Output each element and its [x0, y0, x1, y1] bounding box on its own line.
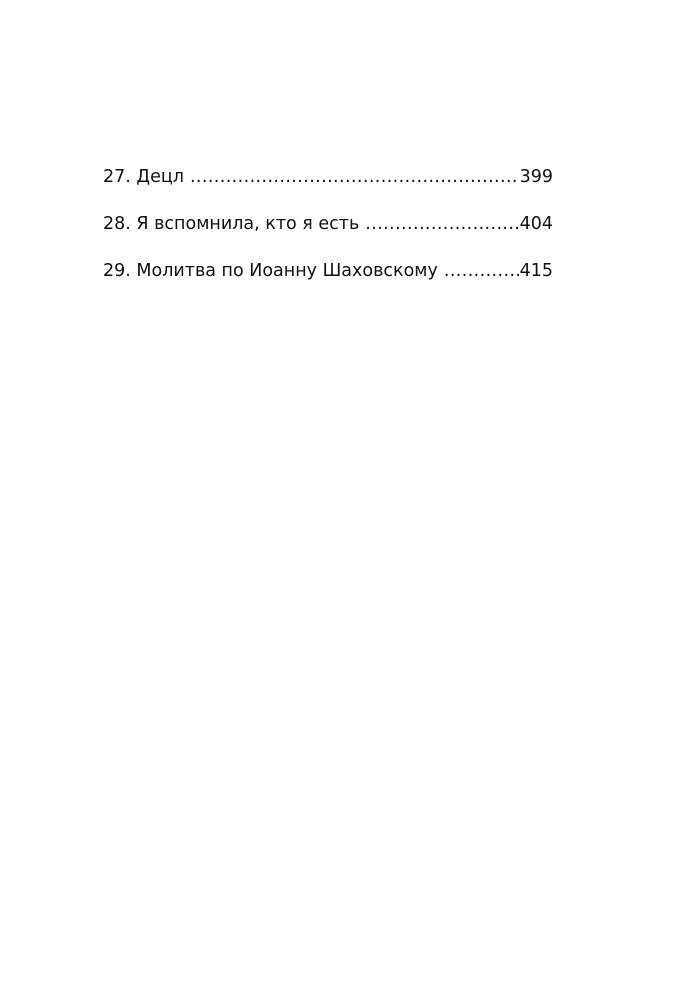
table-of-contents	[103, 160, 553, 301]
toc-entry-title: 29. Молитва по Иоанну Шаховскому	[103, 261, 438, 281]
toc-dot-leader	[444, 254, 519, 288]
toc-entry	[103, 254, 553, 301]
toc-entry-page: 415	[519, 261, 553, 281]
toc-dot-leader	[190, 160, 519, 194]
toc-entry	[103, 207, 553, 254]
toc-entry-page: 399	[519, 167, 553, 187]
toc-dot-leader	[365, 207, 518, 241]
toc-entry-title: 27. Децл	[103, 167, 184, 187]
toc-entry-title: 28. Я вспомнила, кто я есть	[103, 214, 360, 234]
toc-entry-page: 404	[519, 214, 553, 234]
toc-entry	[103, 160, 553, 207]
